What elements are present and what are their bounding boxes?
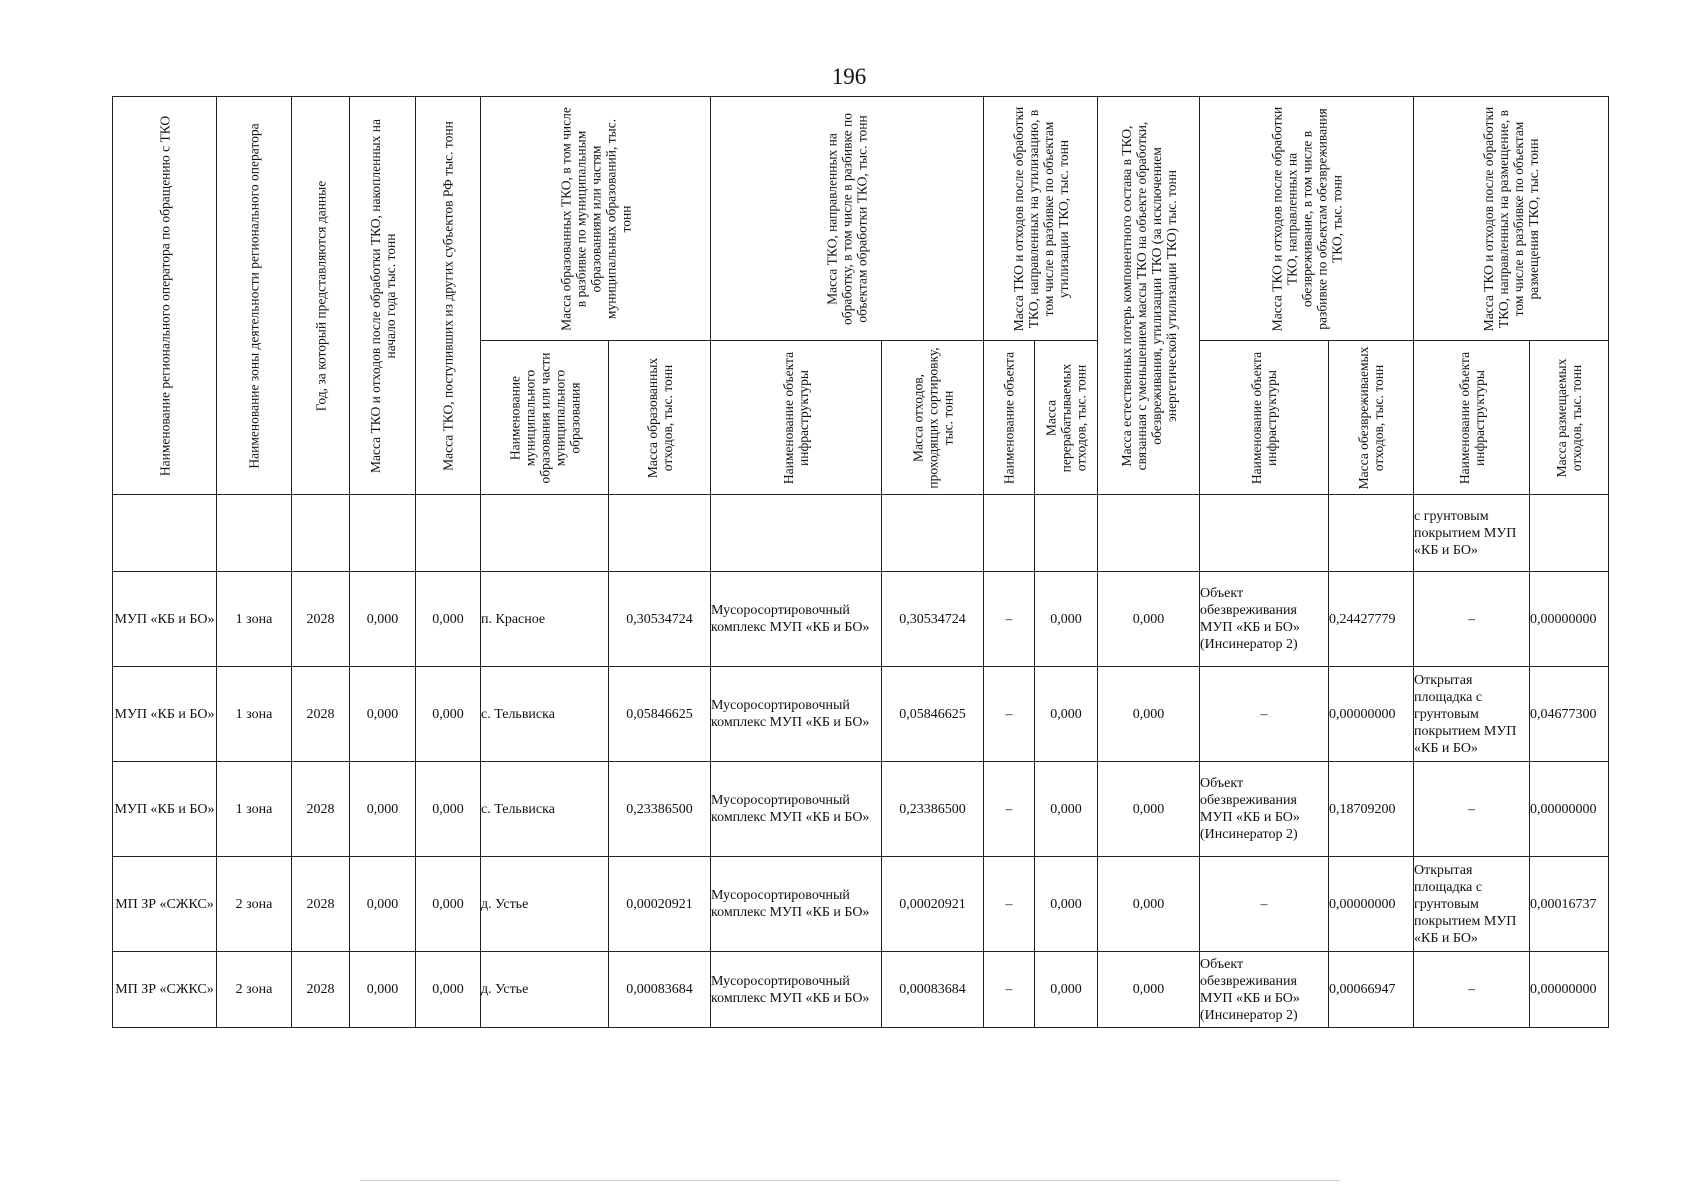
received-cell: 0,000 [416, 952, 481, 1028]
year-cell: 2028 [292, 762, 350, 857]
table-row [113, 952, 1609, 1028]
formed-mass-cell: 0,05846625 [609, 667, 711, 762]
header-year: Год, за который представляются данные [292, 97, 350, 495]
waste-registry-table [112, 96, 1609, 1028]
header-utilization-name: Наименование объекта [984, 341, 1035, 495]
neutralization-mass-cell: 0,00066947 [1329, 952, 1414, 1028]
processing-mass-cell: 0,30534724 [882, 572, 984, 667]
utilization-name-cell: – [984, 762, 1035, 857]
municipality-cell: с. Тельвиска [481, 762, 609, 857]
utilization-mass-cell: 0,000 [1035, 572, 1098, 667]
header-utilization-mass: Масса перерабатываемых отходов, тыс. тонн [1035, 341, 1098, 495]
placement-mass-cell: 0,04677300 [1530, 667, 1609, 762]
operator-cell: МУП «КБ и БО» [113, 572, 217, 667]
received-cell: 0,000 [416, 667, 481, 762]
year-cell: 2028 [292, 952, 350, 1028]
losses-cell: 0,000 [1098, 572, 1200, 667]
table-row [113, 572, 1609, 667]
neutralization-mass-cell: 0,18709200 [1329, 762, 1414, 857]
header-placement-mass: Масса размещаемых отходов, тыс. тонн [1530, 341, 1609, 495]
operator-cell: МП ЗР «СЖКС» [113, 952, 217, 1028]
neutralization-name-cell: – [1200, 857, 1329, 952]
municipality-cell: п. Красное [481, 572, 609, 667]
header-neutralization-group: Масса ТКО и отходов после обработки ТКО, направленных на обезвреживание, в том числе в разбивке по объектам обезвреживания ТКО, тыс. тонн [1200, 97, 1414, 341]
utilization-mass-cell: 0,000 [1035, 762, 1098, 857]
placement-name-cell: Открытая площадка с грунтовым покрытием МУП «КБ и БО» [1414, 667, 1530, 762]
year-cell: 2028 [292, 572, 350, 667]
zone-cell: 1 зона [217, 762, 292, 857]
utilization-mass-cell: 0,000 [1035, 857, 1098, 952]
processing-name-cell: Мусоросортировочный комплекс МУП «КБ и БО» [711, 572, 882, 667]
header-processing-name: Наименование объекта инфраструктуры [711, 341, 882, 495]
header-formed-name: Наименование муниципального образования или части муниципального образования [481, 341, 609, 495]
header-placement-group: Масса ТКО и отходов после обработки ТКО, направленных на размещение, в том числе в разбивке по объектам размещения ТКО, тыс. тонн [1414, 97, 1609, 341]
zone-cell: 1 зона [217, 667, 292, 762]
received-cell: 0,000 [416, 857, 481, 952]
continuation-row [113, 495, 1609, 572]
processing-mass-cell: 0,05846625 [882, 667, 984, 762]
header-zone: Наименование зоны деятельности регионального оператора [217, 97, 292, 495]
formed-mass-cell: 0,30534724 [609, 572, 711, 667]
neutralization-name-cell: Объект обезвреживания МУП «КБ и БО» (Инсинератор 2) [1200, 572, 1329, 667]
header-formed-group: Масса образованных ТКО, в том числе в разбивке по муниципальным образованиям или частям муниципальных образований, тыс. тонн [481, 97, 711, 341]
neutralization-mass-cell: 0,24427779 [1329, 572, 1414, 667]
accumulated-cell: 0,000 [350, 667, 416, 762]
accumulated-cell: 0,000 [350, 857, 416, 952]
placement-mass-cell: 0,00000000 [1530, 762, 1609, 857]
placement-name-cell: с грунтовым покрытием МУП «КБ и БО» [1414, 495, 1530, 572]
utilization-name-cell: – [984, 667, 1035, 762]
processing-name-cell: Мусоросортировочный комплекс МУП «КБ и БО» [711, 762, 882, 857]
municipality-cell: д. Устье [481, 857, 609, 952]
header-formed-mass: Масса образованных отходов, тыс. тонн [609, 341, 711, 495]
processing-name-cell: Мусоросортировочный комплекс МУП «КБ и БО» [711, 667, 882, 762]
accumulated-cell: 0,000 [350, 572, 416, 667]
operator-cell: МУП «КБ и БО» [113, 762, 217, 857]
formed-mass-cell: 0,23386500 [609, 762, 711, 857]
processing-name-cell: Мусоросортировочный комплекс МУП «КБ и БО» [711, 857, 882, 952]
header-accumulated: Масса ТКО и отходов после обработки ТКО, накопленных на начало года тыс. тонн [350, 97, 416, 495]
processing-mass-cell: 0,00083684 [882, 952, 984, 1028]
year-cell: 2028 [292, 857, 350, 952]
utilization-name-cell: – [984, 952, 1035, 1028]
placement-name-cell: – [1414, 572, 1530, 667]
table-row [113, 857, 1609, 952]
placement-name-cell: Открытая площадка с грунтовым покрытием МУП «КБ и БО» [1414, 857, 1530, 952]
losses-cell: 0,000 [1098, 762, 1200, 857]
utilization-name-cell: – [984, 857, 1035, 952]
losses-cell: 0,000 [1098, 857, 1200, 952]
header-losses: Масса естественных потерь компонентного состава в ТКО, связанная с уменьшением массы ТКО на объекте обработки, обезвреживания, утилизации ТКО (за исключением энергетической утилизации ТКО) тыс. тонн [1098, 97, 1200, 495]
processing-mass-cell: 0,00020921 [882, 857, 984, 952]
neutralization-mass-cell: 0,00000000 [1329, 667, 1414, 762]
header-neutralization-name: Наименование объекта инфраструктуры [1200, 341, 1329, 495]
processing-mass-cell: 0,23386500 [882, 762, 984, 857]
received-cell: 0,000 [416, 762, 481, 857]
year-cell: 2028 [292, 667, 350, 762]
header-operator: Наименование регионального оператора по обращению с ТКО [113, 97, 217, 495]
neutralization-name-cell: Объект обезвреживания МУП «КБ и БО» (Инсинератор 2) [1200, 762, 1329, 857]
formed-mass-cell: 0,00083684 [609, 952, 711, 1028]
utilization-name-cell: – [984, 572, 1035, 667]
zone-cell: 2 зона [217, 857, 292, 952]
header-utilization-group: Масса ТКО и отходов после обработки ТКО, направленных на утилизацию, в том числе в разбивке по объектам утилизации ТКО, тыс. тонн [984, 97, 1098, 341]
accumulated-cell: 0,000 [350, 762, 416, 857]
neutralization-name-cell: – [1200, 667, 1329, 762]
losses-cell: 0,000 [1098, 667, 1200, 762]
processing-name-cell: Мусоросортировочный комплекс МУП «КБ и БО» [711, 952, 882, 1028]
utilization-mass-cell: 0,000 [1035, 667, 1098, 762]
zone-cell: 2 зона [217, 952, 292, 1028]
scan-artifact-line [360, 1180, 1340, 1181]
header-neutralization-mass: Масса обезвреживаемых отходов, тыс. тонн [1329, 341, 1414, 495]
zone-cell: 1 зона [217, 572, 292, 667]
operator-cell: МУП «КБ и БО» [113, 667, 217, 762]
losses-cell: 0,000 [1098, 952, 1200, 1028]
header-processing-group: Масса ТКО, направленных на обработку, в том числе в разбивке по объектам обработки ТКО, тыс. тонн [711, 97, 984, 341]
accumulated-cell: 0,000 [350, 952, 416, 1028]
received-cell: 0,000 [416, 572, 481, 667]
placement-mass-cell: 0,00000000 [1530, 572, 1609, 667]
municipality-cell: д. Устье [481, 952, 609, 1028]
placement-mass-cell: 0,00000000 [1530, 952, 1609, 1028]
operator-cell: МП ЗР «СЖКС» [113, 857, 217, 952]
header-placement-name: Наименование объекта инфраструктуры [1414, 341, 1530, 495]
municipality-cell: с. Тельвиска [481, 667, 609, 762]
utilization-mass-cell: 0,000 [1035, 952, 1098, 1028]
table-row [113, 762, 1609, 857]
formed-mass-cell: 0,00020921 [609, 857, 711, 952]
header-received: Масса ТКО, поступивших из других субъектов РФ тыс. тонн [416, 97, 481, 495]
neutralization-mass-cell: 0,00000000 [1329, 857, 1414, 952]
placement-mass-cell: 0,00016737 [1530, 857, 1609, 952]
header-processing-mass: Масса отходов, проходящих сортировку, тыс. тонн [882, 341, 984, 495]
neutralization-name-cell: Объект обезвреживания МУП «КБ и БО» (Инсинератор 2) [1200, 952, 1329, 1028]
placement-name-cell: – [1414, 762, 1530, 857]
table-row [113, 667, 1609, 762]
placement-name-cell: – [1414, 952, 1530, 1028]
page-number: 196 [831, 64, 867, 89]
